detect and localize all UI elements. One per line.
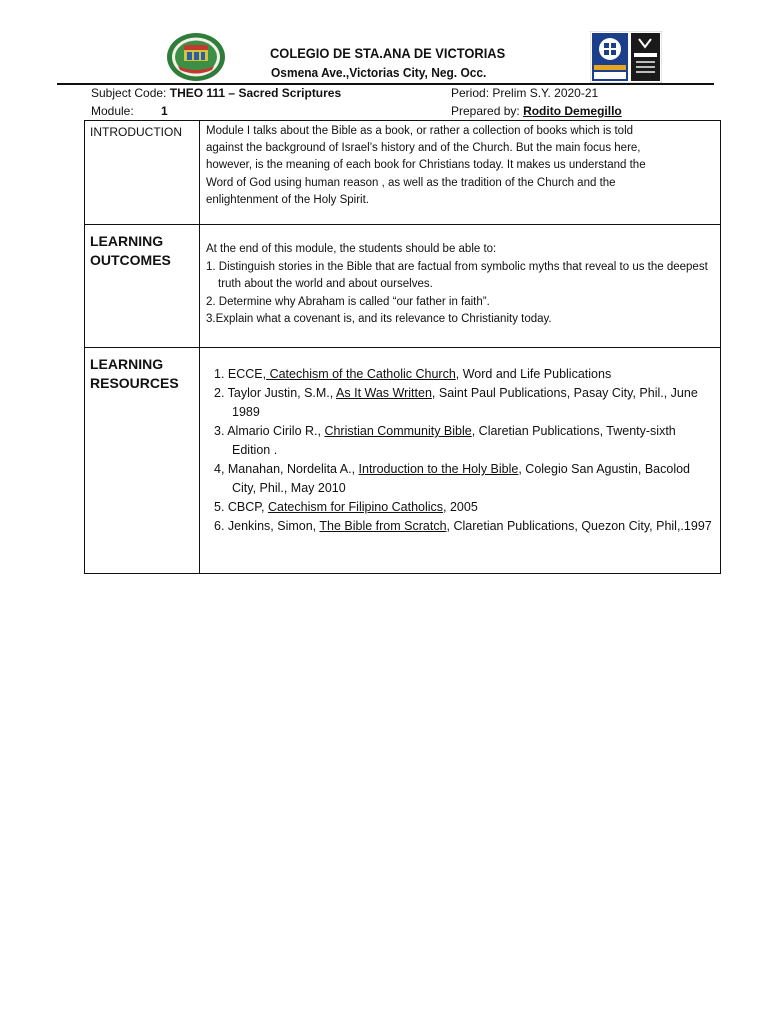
resource-item: 1. ECCE, Catechism of the Catholic Church, Word and Life Publications (214, 367, 612, 381)
introduction-label-cell (85, 121, 200, 225)
header-rule (57, 83, 714, 85)
period: Period: Prelim S.Y. 2020-21 (451, 86, 599, 100)
outcomes-lead: At the end of this module, the students should be able to: (206, 243, 497, 255)
introduction-line: Module I talks about the Bible as a book, or rather a collection of books which is told (206, 125, 634, 137)
resources-label-line1: LEARNING (90, 356, 164, 372)
introduction-row (85, 121, 721, 225)
resource-title: Catechism for Filipino Catholics (267, 500, 444, 514)
prepared-by-value: Rodito Demegillo (523, 104, 622, 118)
resource-title: Christian Community Bible (324, 424, 472, 438)
resource-item: 4, Manahan, Nordelita A., Introduction to the Holy Bible, Colegio San Agustin, Bacolod City, Phil., May 2010 (214, 462, 691, 495)
introduction-content (200, 121, 721, 225)
introduction-line: enlightenment of the Holy Spirit. (206, 193, 370, 206)
resources-row (85, 348, 721, 574)
iso-certification-badge (590, 31, 662, 83)
resource-title: Catechism of the Catholic Church (266, 367, 456, 381)
resources-label-cell (85, 348, 200, 574)
subject-code-label: Subject Code: (91, 86, 167, 100)
school-address: Osmena Ave.,Victorias City, Neg. Occ. (271, 65, 487, 80)
outcomes-label-cell (85, 225, 200, 348)
resource-title: As It Was Written (336, 386, 432, 400)
introduction-line: however, is the meaning of each book for Christians today. It makes us understand the (206, 159, 646, 172)
resources-content (200, 348, 721, 574)
outcomes-label-line1: LEARNING (90, 233, 164, 249)
outcomes-row (85, 225, 721, 348)
module-value: 1 (161, 104, 168, 118)
outcome-item: 2. Determine why Abraham is called “our father in faith”. (206, 295, 490, 308)
prepared-by-label: Prepared by: (451, 104, 520, 118)
subject-code-value: THEO 111 – Sacred Scriptures (169, 86, 342, 100)
outcomes-label-line2: OUTCOMES (90, 252, 171, 268)
introduction-label: INTRODUCTION (90, 125, 182, 139)
resource-item: 6. Jenkins, Simon, The Bible from Scratch, Claretian Publications, Quezon City, Phil,.1997 (214, 519, 712, 533)
outcome-item: 3.Explain what a covenant is, and its relevance to Christianity today. (206, 313, 552, 325)
introduction-line: Word of God using human reason , as well as the tradition of the Church and the (206, 176, 616, 189)
resource-item: 3. Almario Cirilo R., Christian Community Bible, Claretian Publications, Twenty-sixth Edition . (214, 424, 676, 457)
school-seal-logo (166, 32, 226, 82)
resource-title: The Bible from Scratch (319, 519, 447, 533)
module-label: Module: (91, 104, 134, 118)
module-table (84, 120, 721, 574)
resource-item: 5. CBCP, Catechism for Filipino Catholics, 2005 (214, 500, 478, 514)
module-line (91, 104, 168, 118)
resources-label-line2: RESOURCES (90, 375, 179, 391)
outcome-item: 1. Distinguish stories in the Bible that are factual from symbolic myths that reveal to us the deepest truth about the world and about ourselves. (206, 260, 708, 290)
school-name: COLEGIO DE STA.ANA DE VICTORIAS (270, 45, 506, 61)
subject-code (91, 86, 341, 100)
resource-item: 2. Taylor Justin, S.M., As It Was Written, Saint Paul Publications, Pasay City, Phil., June 1989 (214, 386, 698, 419)
resource-title: Introduction to the Holy Bible (358, 462, 519, 476)
outcomes-content (200, 225, 721, 348)
prepared-by (451, 104, 622, 118)
introduction-line: against the background of Israel’s history and of the Church. But the main focus here, (206, 142, 641, 155)
